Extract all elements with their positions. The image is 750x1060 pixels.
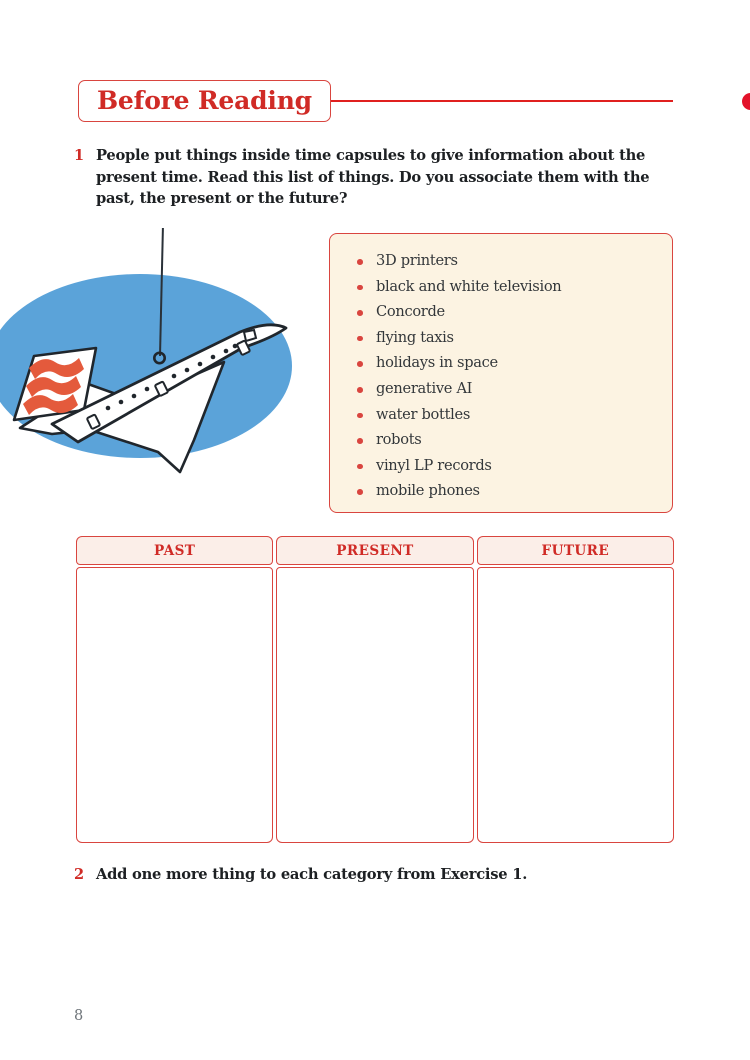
header-rule — [328, 100, 673, 102]
categories-table — [76, 536, 674, 843]
category-column-past — [76, 536, 273, 843]
page-title: Before Reading — [97, 85, 312, 115]
column-header-future: FUTURE — [477, 536, 674, 565]
exercise-2 — [74, 864, 654, 886]
list-item: 3D printers — [352, 248, 672, 274]
word-list — [330, 248, 672, 504]
list-item: water bottles — [352, 402, 672, 428]
exercise-1-text: People put things inside time capsules to give information about the present time. Read this list of things. Do you associate them with the past, the present or the future? — [96, 147, 650, 207]
answer-box-past[interactable] — [76, 567, 273, 843]
answer-box-present[interactable] — [276, 567, 473, 843]
list-item: holidays in space — [352, 350, 672, 376]
column-header-present: PRESENT — [276, 536, 473, 565]
section-header-box — [78, 80, 331, 122]
exercise-1-number: 1 — [74, 147, 85, 164]
tail-red-stripes — [23, 358, 84, 415]
exercise-2-number: 2 — [74, 866, 85, 883]
category-column-present — [276, 536, 473, 843]
list-item: vinyl LP records — [352, 453, 672, 479]
word-list-box — [329, 233, 673, 513]
list-item: mobile phones — [352, 478, 672, 504]
red-dot-icon — [742, 93, 750, 110]
section-header — [78, 80, 678, 124]
answer-box-future[interactable] — [477, 567, 674, 843]
exercise-2-text: Add one more thing to each category from Exercise 1. — [96, 866, 528, 883]
category-column-future — [477, 536, 674, 843]
list-item: black and white television — [352, 274, 672, 300]
list-item: flying taxis — [352, 325, 672, 351]
hanging-concorde-model-illustration — [0, 228, 322, 498]
list-item: Concorde — [352, 299, 672, 325]
page-number: 8 — [74, 1008, 84, 1024]
column-header-past: PAST — [76, 536, 273, 565]
list-item: generative AI — [352, 376, 672, 402]
list-item: robots — [352, 427, 672, 453]
exercise-1 — [74, 145, 654, 210]
cockpit-mark — [244, 330, 256, 341]
